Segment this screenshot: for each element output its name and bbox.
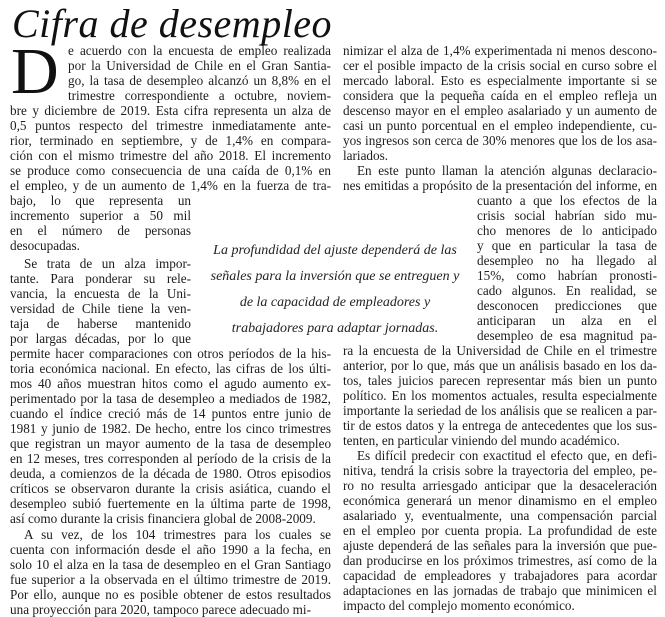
article-line: en 12 meses, tres corresponden al período de la crisis de la	[10, 451, 331, 466]
article-line: en el número de personas	[10, 223, 191, 238]
article-line: anticiparan un alza en el	[477, 313, 657, 328]
article-line: así como durante la crisis financiera global de 2008-2009.	[10, 511, 316, 526]
article-line: tir de estos datos y la entrega de antecedentes que los sus-	[343, 418, 657, 433]
article-line: desempleo subió fuertemente en la última parte de 1998,	[10, 496, 332, 511]
article-line: impacto del complejo momento económico.	[343, 598, 575, 613]
article-line: 1981 y junio de 1982. De hecho, entre los cinco trimestres	[10, 421, 332, 436]
article-line: político. En los momentos actuales, resulta especialmente	[343, 388, 657, 403]
article-line: cuando el índice creció más de 14 puntos entre junio de	[10, 406, 331, 421]
article-line: se produce como consecuencia de una caída de 0,1% en	[10, 163, 332, 178]
article-line: taja de haberse mantenido	[10, 316, 191, 331]
article-line: trimestre correspondiente a octubre, noviem-	[68, 88, 331, 103]
article-line: dan producirse en los próximos trimestres, así como de la	[343, 553, 657, 568]
article-line: 15%, como habrían pronosti-	[477, 268, 657, 283]
article-line: capacidad de empleadores y trabajadores para acordar	[343, 568, 657, 583]
pull-quote-line: señales para la inversión que se entreguen y	[210, 269, 460, 284]
article-line: ajuste dependerá de las señales para la inversión que pue-	[343, 538, 657, 553]
article-line: rior, terminado en septiembre, y de 1,4% en compara-	[10, 133, 332, 148]
article-line: mos 40 años muestran hitos como el agudo aumento ex-	[10, 376, 331, 391]
article-line: mercado laboral. Esto es especialmente importante si se	[343, 73, 658, 88]
article-line: lariados.	[343, 148, 389, 163]
article-line: ro no resulta arriesgado anticipar que la desaceleración	[343, 478, 657, 493]
article-line: descenso mayor en el empleo asalariado y un aumento de	[343, 103, 657, 118]
article-line: cuanto a que los efectos de la	[477, 193, 657, 208]
article-line: anterior, por lo que, más que un análisis basado en los da-	[343, 358, 657, 373]
article-line: nitiva, tendrá la crisis sobre la trayectoria del empleo, pe-	[343, 463, 657, 478]
article-line: permite hacer comparaciones con otros períodos de la his-	[10, 346, 332, 361]
article-line: incremento superior a 50 mil	[10, 208, 191, 223]
drop-cap: D	[11, 35, 59, 108]
article-line: ción con el mismo trimestre del año 2018. El incremento	[10, 148, 331, 163]
article-line: cado algunos. En realidad, se	[477, 283, 658, 298]
article-line: ra la encuesta de la Universidad de Chile en el trimestre	[343, 343, 658, 358]
article-line: bajo, lo que representa un	[10, 193, 192, 208]
article-line: perimentado por la tasa de desempleo a mediados de 1982,	[10, 391, 331, 406]
pull-quote-line: trabajadores para adaptar jornadas.	[231, 321, 439, 336]
article-line: críticos se observaron durante la crisis asiática, cuando el	[10, 481, 331, 496]
article-line: desempleo de esa magnitud pa-	[477, 328, 657, 343]
article-line: nes emitidas a propósito de la presentación del informe, en	[343, 178, 658, 193]
article-line: económica generará un menor dinamismo en el empleo	[343, 493, 657, 508]
article-line: desempleo no ha llegado al	[477, 253, 657, 268]
article-line: go, la tasa de desempleo alcanzó un 8,8% en el	[68, 73, 332, 88]
article-line: tos, tales juicios parecen representar más bien un punto	[343, 373, 658, 388]
article-title: Cifra de desempleo	[12, 1, 333, 46]
article-line: una proyección para 2020, tampoco parece adecuado mi-	[10, 602, 311, 617]
article-line: que registran un mayor aumento de la tasa de desempleo	[10, 436, 332, 451]
article-line: cuenta con información desde el año 1990 a la fecha, en	[10, 542, 331, 557]
article-line: en el empleo por cuenta propia. La profundidad de este	[343, 523, 657, 538]
article-line: A su vez, de los 104 trimestres para los cuales se	[24, 527, 332, 542]
article-line: solo 10 el alza en la tasa de desempleo en el Gran Santiago	[10, 557, 331, 572]
article-line: considera que la pequeña caída en el empleo refleja un	[343, 88, 657, 103]
article-line: cer el posible impacto de la crisis social en curso sobre el	[343, 58, 657, 73]
pull-quote-line: La profundidad del ajuste dependerá de las	[213, 243, 457, 258]
article-line: 0,5 puntos respecto del trimestre inmediatamente ante-	[10, 118, 331, 133]
article-line: asalariado y, eventualmente, una compensación parcial	[343, 508, 658, 523]
article-line: tante. Para ponderar su rele-	[10, 271, 192, 286]
article-line: e acuerdo con la encuesta de empleo realizada	[68, 43, 331, 58]
article-line: por la Universidad de Chile en el Gran Santia-	[68, 58, 331, 73]
article-line: fue superior a la observada en el último trimestre de 2019.	[10, 572, 332, 587]
article-line: y que en particular la tasa de	[477, 238, 658, 253]
article-line: desconocen predicciones que	[477, 298, 657, 313]
pull-quote-line: de la capacidad de empleadores y	[239, 295, 431, 310]
article-line: adaptaciones en las jornadas de trabajo que minimicen el	[343, 583, 657, 598]
pull-quote	[204, 238, 466, 342]
article-line: importante la seriedad de los análisis que se realicen a par-	[343, 403, 658, 418]
article-line: yos ingresos son cerca de 30% menores que los de los asa-	[343, 133, 657, 148]
article-line: Se trata de un alza impor-	[24, 256, 191, 271]
article-line: Por ello, aunque no es posible obtener de estos resultados	[10, 587, 331, 602]
article-line: cho menores de lo anticipado	[477, 223, 657, 238]
article-line: desocupadas.	[10, 238, 80, 253]
article-line: bre y diciembre de 2019. Esta cifra representa un alza de	[10, 103, 332, 118]
article-line: casi un punto porcentual en el empleo independiente, cu-	[343, 118, 658, 133]
article-line: En este punto llaman la atención algunas declaracio-	[357, 163, 658, 178]
article-line: nimizar el alza de 1,4% experimentada ni menos descono-	[343, 43, 658, 58]
article-line: toria económica nacional. En efecto, las cifras de los últi-	[10, 361, 332, 376]
article-line: crisis social habrían sido mu-	[477, 208, 657, 223]
article-line: por largas décadas, por lo que	[10, 331, 191, 346]
article-line: vancia, la encuesta de la Uni-	[10, 286, 191, 301]
article-line: tenten, en particular viniendo del mundo académico.	[343, 433, 620, 448]
article-line: deuda, a comienzos de la década de 1980. Otros episodios	[10, 466, 332, 481]
article-line: el empleo, y de un aumento de 1,4% en la fuerza de tra-	[10, 178, 332, 193]
article-line: Es difícil predecir con exactitud el efecto que, en defi-	[357, 448, 658, 463]
article-line: versidad de Chile tiene la ven-	[10, 301, 192, 316]
